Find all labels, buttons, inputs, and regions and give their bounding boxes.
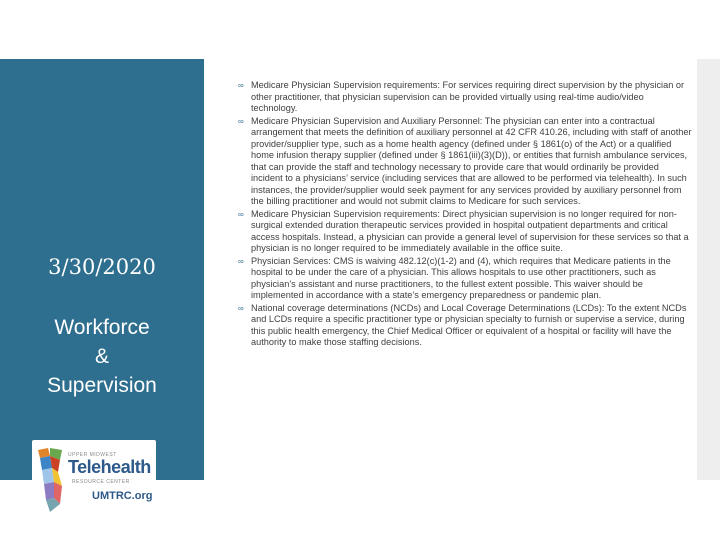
- logo-url: UMTRC.org: [92, 490, 153, 502]
- bullet-text: Physician Services: CMS is waiving 482.12(c)(1-2) and (4), which requires that Medicare patients in the hospital to be under the care of a physician. This allows hospitals to use other practitioners, such as physician’s assistant and nurse practitioners, to the fullest extent possible. This waiver should be implemented in accordance with a state’s emergency preparedness or pandemic plan.: [251, 255, 671, 300]
- logo-name: Telehealth: [68, 457, 151, 477]
- bullet-text: National coverage determinations (NCDs) and Local Coverage Determinations (LCDs): To the extent NCDs and LCDs require a specific practitioner type or physician specialty to furnish or supervise a service, during this public health emergency, the Chief Medical Officer or equivalent of a hospital or facility will have the authority to make those staffing decisions.: [251, 302, 687, 347]
- bullet-item: [238, 303, 692, 349]
- midwest-map-icon: [34, 442, 68, 514]
- infinity-bullet-icon: ∞: [238, 303, 244, 313]
- bullet-item: [238, 116, 692, 208]
- logo-tagline: UPPER MIDWEST: [68, 452, 117, 458]
- bullet-item: [238, 209, 692, 255]
- infinity-bullet-icon: ∞: [238, 81, 244, 90]
- title-line-3: Supervision: [47, 374, 157, 397]
- bullet-text: Medicare Physician Supervision requirements: Direct physician supervision is no longer required for non-surgical extended duration therapeutic services provided in hospital outpatient departments and critical access hospitals. Instead, a physician can provide a general level of supervision for these services so that a physician is no longer required to be immediately available in the office suite.: [251, 208, 689, 253]
- infinity-bullet-icon: ∞: [238, 256, 244, 266]
- bullet-text: Medicare Physician Supervision requirements: For services requiring direct supervision by the physician or other practitioner, that physician supervision can be provided virtually using real-time audio/video technology.: [251, 80, 685, 113]
- title-panel: [0, 59, 204, 480]
- slide-title: [0, 313, 204, 400]
- bullet-item: [238, 80, 692, 115]
- title-line-2: &: [94, 345, 109, 368]
- slide-date: 3/30/2020: [48, 255, 156, 279]
- bullet-list: [238, 80, 692, 350]
- title-line-1: Workforce: [54, 316, 150, 339]
- telehealth-logo: [32, 440, 156, 516]
- infinity-bullet-icon: ∞: [238, 116, 244, 126]
- logo-subline: RESOURCE CENTER: [72, 479, 130, 485]
- bullet-item: [238, 256, 692, 302]
- infinity-bullet-icon: ∞: [238, 209, 244, 219]
- side-strip: [697, 59, 720, 480]
- bullet-text: Medicare Physician Supervision and Auxiliary Personnel: The physician can enter into a contractual arrangement that meets the definition of auxiliary personnel at 42 CFR 410.26, including with staff of another provider/supplier type, such as a home health agency (defined under § 1861(o) of the Act) or a qualified home infusion therapy supplier (defined under § 1861(iii)(3)(D)), or entities that furnish ambulance services, that can provide the staff and technology necessary to provide care that would ordinarily be provided incident to a physicians’ service (including services that are allowed to be performed via telehealth). In such instances, the provider/supplier would seek payment for any services provided by auxiliary personnel from the billing practitioner and would not submit claims to Medicare for such services.: [251, 115, 692, 206]
